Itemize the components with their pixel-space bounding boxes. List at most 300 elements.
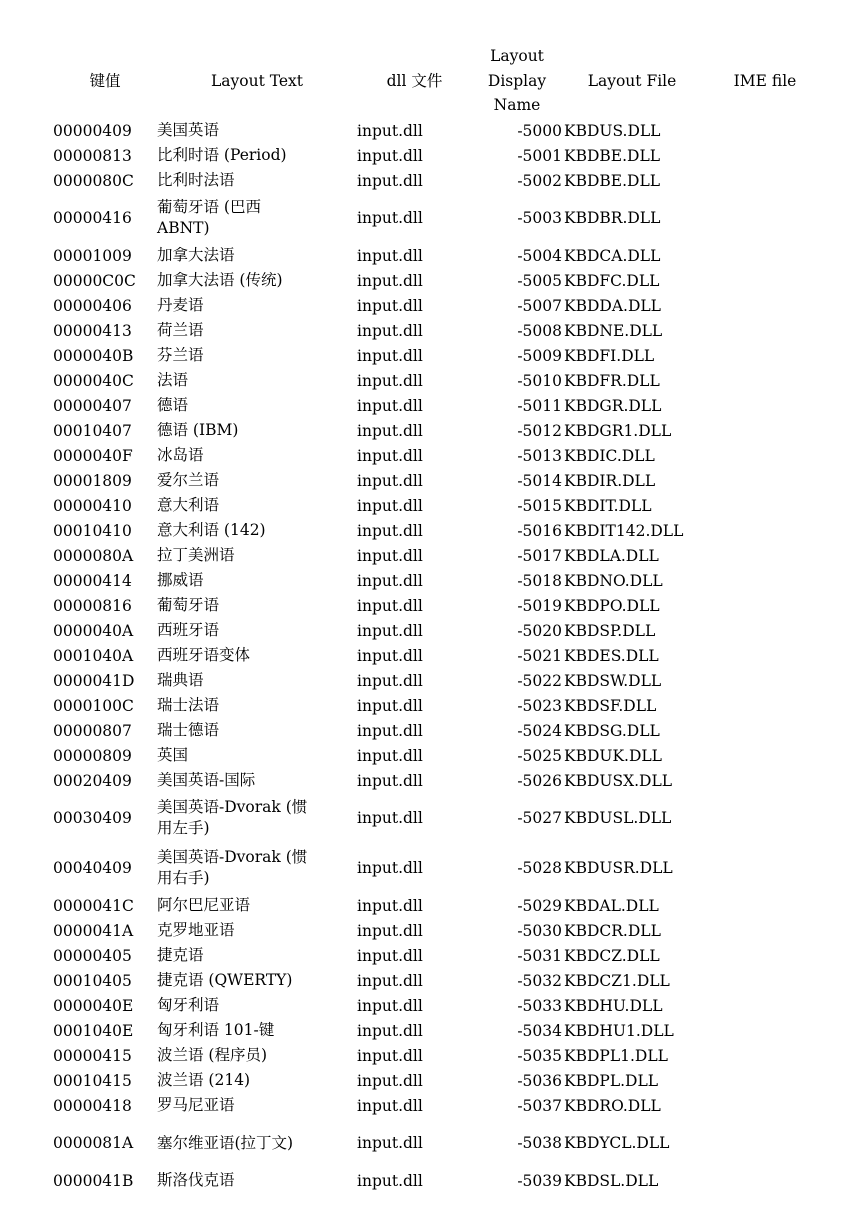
- cell-ime-file: [700, 1093, 830, 1118]
- layout-text-value: 葡萄牙语: [157, 596, 220, 614]
- cell-ime-file: [700, 368, 830, 393]
- layout-text-value: 阿尔巴尼亚语: [157, 896, 251, 914]
- cell-dll: input.dll: [357, 496, 423, 515]
- table-row: [48, 668, 830, 693]
- cell-layout-text: [157, 1168, 357, 1193]
- cell-display-name: -5025: [517, 746, 562, 765]
- cell-layout-text: [157, 568, 357, 593]
- cell-layout-file: KBDBE.DLL: [564, 171, 661, 190]
- cell-layout-text: [157, 468, 357, 493]
- cell-display-name: -5012: [517, 421, 562, 440]
- table-row: [48, 493, 830, 518]
- header-display-name-line: Layout: [490, 47, 544, 66]
- table-row: [48, 1118, 830, 1168]
- cell-dll: input.dll: [357, 421, 423, 440]
- cell-layout-text: [157, 943, 357, 968]
- cell-display-name: -5009: [517, 346, 562, 365]
- table-row: [48, 293, 830, 318]
- cell-layout-file: KBDLA.DLL: [564, 546, 659, 565]
- layout-text-value: 捷克语: [157, 946, 204, 964]
- table-row: [48, 718, 830, 743]
- cell-display-name: -5031: [517, 946, 562, 965]
- table-row: [48, 1168, 830, 1193]
- cell-display-name: -5022: [517, 671, 562, 690]
- cell-key: 0000041A: [53, 921, 134, 940]
- cell-ime-file: [700, 1118, 830, 1168]
- cell-dll: input.dll: [357, 746, 423, 765]
- cell-ime-file: [700, 118, 830, 143]
- cell-layout-file: KBDUSL.DLL: [564, 809, 672, 827]
- cell-dll: input.dll: [357, 1096, 423, 1115]
- cell-layout-file: KBDRO.DLL: [564, 1096, 661, 1115]
- cell-dll: input.dll: [357, 121, 423, 140]
- table-row: [48, 418, 830, 443]
- cell-dll: input.dll: [357, 771, 423, 790]
- cell-layout-file: KBDNO.DLL: [564, 571, 663, 590]
- cell-layout-text: [157, 118, 357, 143]
- cell-layout-text: [157, 318, 357, 343]
- layout-text-value: 加拿大法语: [157, 246, 235, 264]
- cell-layout-text: [157, 393, 357, 418]
- cell-ime-file: [700, 418, 830, 443]
- table-row: [48, 393, 830, 418]
- cell-key: 0000040F: [53, 446, 133, 465]
- cell-layout-file: KBDNE.DLL: [564, 321, 663, 340]
- cell-key: 00000809: [53, 746, 132, 765]
- cell-key: 00000816: [53, 596, 132, 615]
- cell-key: 00000415: [53, 1046, 132, 1065]
- cell-ime-file: [700, 393, 830, 418]
- header-display-name-line: Display: [487, 71, 547, 90]
- cell-ime-file: [700, 1018, 830, 1043]
- cell-key: 00000C0C: [53, 271, 136, 290]
- cell-key: 0000100C: [53, 696, 134, 715]
- cell-dll: input.dll: [357, 446, 423, 465]
- cell-layout-text: [157, 418, 357, 443]
- cell-display-name: -5036: [517, 1071, 562, 1090]
- cell-ime-file: [700, 793, 830, 843]
- table-row: [48, 893, 830, 918]
- layout-text-value: 荷兰语: [157, 321, 204, 339]
- cell-dll: input.dll: [357, 621, 423, 640]
- cell-layout-file: KBDUK.DLL: [564, 746, 662, 765]
- cell-dll: input.dll: [357, 571, 423, 590]
- table-row: [48, 943, 830, 968]
- cell-layout-text: [157, 593, 357, 618]
- table-row: [48, 768, 830, 793]
- cell-ime-file: [700, 643, 830, 668]
- cell-ime-file: [700, 518, 830, 543]
- cell-key: 00010407: [53, 421, 132, 440]
- cell-ime-file: [700, 618, 830, 643]
- header-key: 键值: [89, 71, 121, 90]
- cell-layout-text: [157, 693, 357, 718]
- cell-layout-file: KBDSP.DLL: [564, 621, 656, 640]
- table-row: [48, 318, 830, 343]
- cell-layout-file: KBDHU1.DLL: [564, 1021, 674, 1040]
- cell-key: 00000414: [53, 571, 132, 590]
- cell-ime-file: [700, 268, 830, 293]
- cell-layout-text: [157, 768, 357, 793]
- cell-dll: input.dll: [357, 471, 423, 490]
- layout-text-value: 芬兰语: [157, 346, 204, 364]
- cell-ime-file: [700, 718, 830, 743]
- table-row: [48, 243, 830, 268]
- table-row: [48, 1093, 830, 1118]
- cell-dll: input.dll: [357, 721, 423, 740]
- cell-layout-text: [157, 443, 357, 468]
- cell-layout-text: [157, 193, 357, 243]
- cell-display-name: -5003: [517, 209, 562, 227]
- cell-layout-file: KBDDA.DLL: [564, 296, 661, 315]
- keyboard-layout-table: [48, 44, 830, 1193]
- cell-layout-file: KBDSF.DLL: [564, 696, 657, 715]
- cell-display-name: -5011: [517, 396, 562, 415]
- cell-dll: input.dll: [357, 296, 423, 315]
- cell-layout-file: KBDGR.DLL: [564, 396, 662, 415]
- layout-text-value: 加拿大法语 (传统): [157, 271, 283, 289]
- cell-ime-file: [700, 568, 830, 593]
- cell-layout-file: KBDFR.DLL: [564, 371, 660, 390]
- cell-layout-text: [157, 268, 357, 293]
- layout-text-value: 挪威语: [157, 571, 204, 589]
- layout-text-value: 丹麦语: [157, 296, 204, 314]
- cell-ime-file: [700, 918, 830, 943]
- header-dll: dll 文件: [386, 71, 443, 90]
- cell-dll: input.dll: [357, 1021, 423, 1040]
- cell-dll: input.dll: [357, 996, 423, 1015]
- cell-display-name: -5034: [517, 1021, 562, 1040]
- cell-key: 0000041B: [53, 1171, 134, 1190]
- cell-layout-file: KBDIT.DLL: [564, 496, 652, 515]
- layout-text-value: 意大利语 (142): [157, 521, 266, 539]
- table-row: [48, 968, 830, 993]
- cell-layout-text: [157, 843, 357, 893]
- cell-layout-text: [157, 293, 357, 318]
- header-ime-file: IME file: [733, 71, 797, 90]
- cell-key: 00000416: [53, 209, 132, 227]
- cell-display-name: -5021: [517, 646, 562, 665]
- cell-key: 0000080A: [53, 546, 134, 565]
- layout-text-value: 葡萄牙语 (巴西 ABNT): [157, 198, 261, 237]
- cell-key: 00040409: [53, 859, 132, 877]
- cell-layout-text: [157, 493, 357, 518]
- cell-display-name: -5035: [517, 1046, 562, 1065]
- cell-display-name: -5019: [517, 596, 562, 615]
- cell-display-name: -5018: [517, 571, 562, 590]
- cell-ime-file: [700, 693, 830, 718]
- cell-layout-file: KBDCZ.DLL: [564, 946, 660, 965]
- cell-key: 00000410: [53, 496, 132, 515]
- table-row: [48, 693, 830, 718]
- cell-key: 0000041D: [53, 671, 135, 690]
- layout-text-value: 英国: [157, 746, 189, 764]
- layout-text-value: 拉丁美洲语: [157, 546, 235, 564]
- cell-display-name: -5028: [517, 859, 562, 877]
- cell-display-name: -5037: [517, 1096, 562, 1115]
- cell-dll: input.dll: [357, 1171, 423, 1190]
- layout-text-value: 波兰语 (程序员): [157, 1046, 268, 1064]
- layout-text-value: 瑞士德语: [157, 721, 220, 739]
- layout-text-value: 法语: [157, 371, 189, 389]
- table-row: [48, 343, 830, 368]
- cell-display-name: -5020: [517, 621, 562, 640]
- cell-key: 0000081A: [53, 1134, 134, 1152]
- cell-layout-text: [157, 1018, 357, 1043]
- cell-layout-file: KBDFC.DLL: [564, 271, 660, 290]
- cell-dll: input.dll: [357, 1046, 423, 1065]
- table-row: [48, 1018, 830, 1043]
- cell-layout-file: KBDUS.DLL: [564, 121, 661, 140]
- cell-layout-text: [157, 618, 357, 643]
- cell-layout-text: [157, 368, 357, 393]
- layout-text-value: 比利时法语: [157, 171, 235, 189]
- cell-display-name: -5004: [517, 246, 562, 265]
- cell-key: 00001009: [53, 246, 132, 265]
- table-row: [48, 793, 830, 843]
- cell-dll: input.dll: [357, 1071, 423, 1090]
- cell-layout-file: KBDUSR.DLL: [564, 859, 673, 877]
- cell-key: 00020409: [53, 771, 132, 790]
- cell-layout-text: [157, 718, 357, 743]
- cell-layout-file: KBDPL1.DLL: [564, 1046, 668, 1065]
- cell-ime-file: [700, 943, 830, 968]
- cell-layout-file: KBDGR1.DLL: [564, 421, 672, 440]
- cell-dll: input.dll: [357, 971, 423, 990]
- layout-text-value: 瑞典语: [157, 671, 204, 689]
- cell-key: 00030409: [53, 809, 132, 827]
- cell-layout-file: KBDIR.DLL: [564, 471, 656, 490]
- cell-dll: input.dll: [357, 921, 423, 940]
- cell-dll: input.dll: [357, 146, 423, 165]
- cell-dll: input.dll: [357, 896, 423, 915]
- cell-key: 0001040E: [53, 1021, 134, 1040]
- cell-layout-text: [157, 1068, 357, 1093]
- layout-text-value: 爱尔兰语: [157, 471, 220, 489]
- table-row: [48, 268, 830, 293]
- cell-layout-file: KBDCA.DLL: [564, 246, 661, 265]
- layout-text-value: 西班牙语变体: [157, 646, 251, 664]
- cell-dll: input.dll: [357, 321, 423, 340]
- layout-text-value: 斯洛伐克语: [157, 1171, 235, 1189]
- cell-layout-text: [157, 1118, 357, 1168]
- cell-ime-file: [700, 1068, 830, 1093]
- cell-dll: input.dll: [357, 809, 423, 827]
- cell-layout-file: KBDAL.DLL: [564, 896, 659, 915]
- cell-ime-file: [700, 293, 830, 318]
- cell-layout-text: [157, 143, 357, 168]
- cell-layout-file: KBDPO.DLL: [564, 596, 660, 615]
- cell-ime-file: [700, 668, 830, 693]
- cell-display-name: -5039: [517, 1171, 562, 1190]
- cell-ime-file: [700, 318, 830, 343]
- cell-ime-file: [700, 468, 830, 493]
- cell-dll: input.dll: [357, 271, 423, 290]
- layout-text-value: 比利时语 (Period): [157, 146, 287, 164]
- cell-layout-file: KBDSL.DLL: [564, 1171, 659, 1190]
- cell-display-name: -5016: [517, 521, 562, 540]
- table-row: [48, 118, 830, 143]
- table-row: [48, 993, 830, 1018]
- cell-display-name: -5014: [517, 471, 562, 490]
- cell-ime-file: [700, 443, 830, 468]
- cell-layout-file: KBDIC.DLL: [564, 446, 655, 465]
- table-row: [48, 918, 830, 943]
- layout-text-value: 美国英语-国际: [157, 771, 256, 789]
- cell-dll: input.dll: [357, 371, 423, 390]
- cell-layout-text: [157, 893, 357, 918]
- header-layout-file: Layout File: [587, 71, 677, 90]
- cell-dll: input.dll: [357, 209, 423, 227]
- header-display-name-line: Name: [493, 96, 541, 115]
- cell-dll: input.dll: [357, 171, 423, 190]
- cell-display-name: -5017: [517, 546, 562, 565]
- cell-ime-file: [700, 993, 830, 1018]
- cell-key: 00000409: [53, 121, 132, 140]
- cell-ime-file: [700, 1043, 830, 1068]
- cell-key: 00010415: [53, 1071, 132, 1090]
- table-row: [48, 468, 830, 493]
- layout-text-value: 匈牙利语 101-键: [157, 1021, 275, 1039]
- cell-layout-file: KBDSG.DLL: [564, 721, 660, 740]
- cell-layout-text: [157, 968, 357, 993]
- table-row: [48, 643, 830, 668]
- table-row: [48, 543, 830, 568]
- cell-display-name: -5005: [517, 271, 562, 290]
- cell-dll: input.dll: [357, 246, 423, 265]
- cell-layout-file: KBDIT142.DLL: [564, 521, 684, 540]
- cell-ime-file: [700, 593, 830, 618]
- table-row: [48, 193, 830, 243]
- cell-dll: input.dll: [357, 1134, 423, 1152]
- cell-layout-file: KBDPL.DLL: [564, 1071, 659, 1090]
- cell-layout-text: [157, 1043, 357, 1068]
- cell-layout-text: [157, 168, 357, 193]
- table-row: [48, 168, 830, 193]
- layout-text-value: 匈牙利语: [157, 996, 220, 1014]
- cell-display-name: -5026: [517, 771, 562, 790]
- cell-layout-text: [157, 793, 357, 843]
- cell-ime-file: [700, 168, 830, 193]
- layout-text-value: 意大利语: [157, 496, 220, 514]
- cell-key: 0000040E: [53, 996, 134, 1015]
- cell-ime-file: [700, 1168, 830, 1193]
- cell-ime-file: [700, 193, 830, 243]
- cell-display-name: -5024: [517, 721, 562, 740]
- table-row: [48, 1043, 830, 1068]
- cell-display-name: -5038: [517, 1134, 562, 1152]
- cell-ime-file: [700, 493, 830, 518]
- table-row: [48, 143, 830, 168]
- cell-display-name: -5010: [517, 371, 562, 390]
- table-row: [48, 518, 830, 543]
- table-row: [48, 568, 830, 593]
- cell-display-name: -5013: [517, 446, 562, 465]
- cell-layout-file: KBDBR.DLL: [564, 209, 661, 227]
- layout-text-value: 美国英语-Dvorak (惯用右手): [157, 848, 308, 887]
- table-row: [48, 843, 830, 893]
- header-display-name: [472, 44, 564, 118]
- layout-text-value: 西班牙语: [157, 621, 220, 639]
- layout-text-value: 波兰语 (214): [157, 1071, 251, 1089]
- cell-ime-file: [700, 893, 830, 918]
- cell-display-name: -5023: [517, 696, 562, 715]
- cell-ime-file: [700, 543, 830, 568]
- cell-key: 00001809: [53, 471, 132, 490]
- cell-layout-file: KBDES.DLL: [564, 646, 659, 665]
- cell-key: 0000040C: [53, 371, 134, 390]
- cell-key: 00000407: [53, 396, 132, 415]
- cell-layout-text: [157, 643, 357, 668]
- cell-display-name: -5027: [517, 809, 562, 827]
- cell-key: 0000040B: [53, 346, 134, 365]
- layout-text-value: 塞尔维亚语(拉丁文): [157, 1133, 294, 1152]
- cell-key: 0001040A: [53, 646, 134, 665]
- cell-ime-file: [700, 243, 830, 268]
- cell-layout-text: [157, 668, 357, 693]
- cell-display-name: -5008: [517, 321, 562, 340]
- cell-display-name: -5015: [517, 496, 562, 515]
- cell-dll: input.dll: [357, 946, 423, 965]
- cell-layout-text: [157, 1093, 357, 1118]
- cell-display-name: -5002: [517, 171, 562, 190]
- cell-layout-text: [157, 343, 357, 368]
- table-row: [48, 743, 830, 768]
- header-layout-text: Layout Text: [210, 71, 304, 90]
- cell-dll: input.dll: [357, 596, 423, 615]
- cell-display-name: -5000: [517, 121, 562, 140]
- cell-key: 00000418: [53, 1096, 132, 1115]
- cell-ime-file: [700, 343, 830, 368]
- table-row: [48, 618, 830, 643]
- table-row: [48, 368, 830, 393]
- cell-layout-file: KBDCR.DLL: [564, 921, 661, 940]
- cell-ime-file: [700, 843, 830, 893]
- table-row: [48, 443, 830, 468]
- layout-text-value: 德语 (IBM): [157, 421, 239, 439]
- cell-key: 00000406: [53, 296, 132, 315]
- cell-key: 0000040A: [53, 621, 134, 640]
- cell-dll: input.dll: [357, 546, 423, 565]
- cell-layout-file: KBDBE.DLL: [564, 146, 661, 165]
- cell-layout-file: KBDFI.DLL: [564, 346, 655, 365]
- cell-layout-file: KBDCZ1.DLL: [564, 971, 670, 990]
- cell-dll: input.dll: [357, 671, 423, 690]
- cell-layout-text: [157, 993, 357, 1018]
- layout-text-value: 美国英语: [157, 121, 220, 139]
- cell-key: 00000813: [53, 146, 132, 165]
- table-row: [48, 1068, 830, 1093]
- cell-key: 00010410: [53, 521, 132, 540]
- cell-key: 00000807: [53, 721, 132, 740]
- cell-key: 0000080C: [53, 171, 134, 190]
- cell-key: 00000413: [53, 321, 132, 340]
- cell-layout-file: KBDSW.DLL: [564, 671, 662, 690]
- cell-layout-text: [157, 243, 357, 268]
- cell-key: 00010405: [53, 971, 132, 990]
- cell-dll: input.dll: [357, 696, 423, 715]
- cell-display-name: -5033: [517, 996, 562, 1015]
- cell-display-name: -5007: [517, 296, 562, 315]
- cell-layout-text: [157, 918, 357, 943]
- cell-key: 00000405: [53, 946, 132, 965]
- cell-display-name: -5032: [517, 971, 562, 990]
- cell-layout-file: KBDHU.DLL: [564, 996, 663, 1015]
- layout-text-value: 瑞士法语: [157, 696, 220, 714]
- cell-dll: input.dll: [357, 646, 423, 665]
- table-body: [48, 118, 830, 1193]
- layout-text-value: 美国英语-Dvorak (惯用左手): [157, 798, 308, 837]
